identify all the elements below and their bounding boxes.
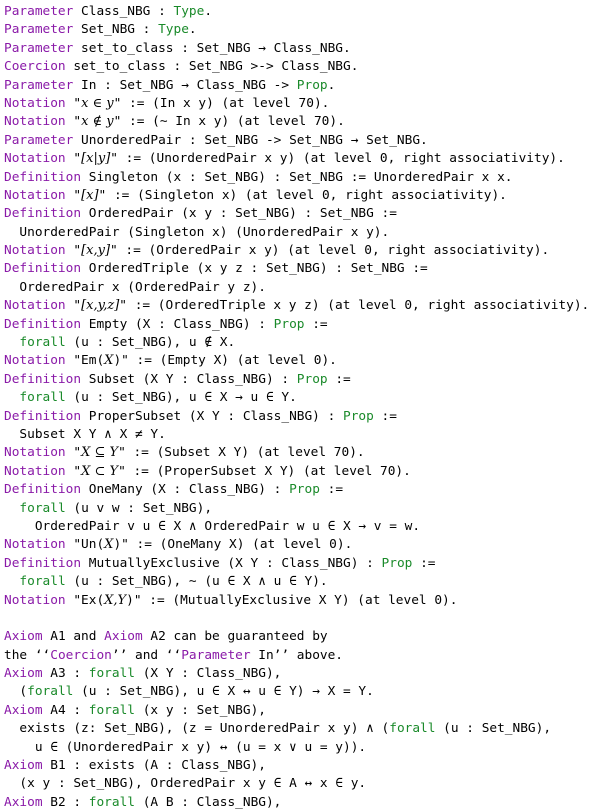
keyword-token: Notation: [4, 95, 66, 111]
keyword-token: Axiom: [4, 666, 43, 682]
code-token: In : Set_NBG → Class_NBG ->: [73, 77, 297, 93]
code-token: ": [65, 95, 82, 111]
code-token: (u : Set_NBG), u ∉ X.: [65, 335, 236, 351]
code-token: UnorderedPair (Singleton x) (UnorderedPair x y).: [4, 224, 390, 240]
code-line: [4, 21, 606, 39]
type-token: Prop: [296, 371, 328, 387]
keyword-token: Notation: [4, 298, 66, 314]
code-line: [4, 169, 606, 187]
keyword-token: Axiom: [4, 629, 43, 645]
math-token: X ⊆ Y: [81, 445, 119, 461]
math-token: X,Y: [104, 592, 127, 608]
code-token: " := (∼ In x y) (at level 70).: [113, 114, 345, 130]
code-token: Singleton (x : Set_NBG) : Set_NBG := UnorderedPair x x.: [81, 169, 513, 185]
code-line: [4, 187, 606, 205]
code-token: .: [204, 4, 213, 19]
code-token: set_to_class : Set_NBG >-> Class_NBG.: [65, 59, 359, 75]
type-token: Type: [158, 22, 189, 38]
code-token: .: [327, 77, 336, 93]
code-token: " := (Singleton x) (at level 0, right associativity).: [98, 187, 507, 203]
code-token: (u : Set_NBG), u ∈ X → u ∈ Y.: [65, 390, 297, 406]
code-token: :=: [319, 482, 344, 498]
code-token: MutuallyExclusive (X Y : Class_NBG) :: [81, 555, 382, 571]
keyword-token: Notation: [4, 445, 66, 461]
code-token: " := (UnorderedPair x y) (at level 0, right associativity).: [110, 151, 565, 167]
type-token: forall: [88, 794, 135, 810]
code-line: [4, 132, 606, 150]
keyword-token: Parameter: [181, 647, 251, 663]
keyword-token: Definition: [4, 316, 82, 332]
code-token: ": [65, 151, 82, 167]
code-token: A1 and: [42, 629, 105, 645]
code-token: ProperSubset (X Y : Class_NBG) :: [81, 408, 343, 424]
code-token: Subset (X Y : Class_NBG) :: [81, 371, 297, 387]
code-line: [4, 592, 606, 610]
code-line: [4, 58, 606, 76]
code-token: ": [65, 298, 82, 314]
keyword-token: Axiom: [4, 758, 43, 774]
math-token: X ⊂ Y: [81, 463, 119, 479]
code-token: .: [188, 22, 197, 38]
code-token: (x y : Set_NBG),: [135, 702, 266, 718]
code-token: Set_NBG :: [73, 22, 159, 38]
code-line: [4, 500, 606, 518]
code-line: [4, 371, 606, 389]
code-token: (: [4, 776, 28, 792]
code-line: [4, 3, 606, 21]
code-token: (: [4, 684, 28, 700]
code-token: ": [65, 114, 82, 130]
code-token: "Em(: [65, 353, 105, 369]
code-token: OrderedPair (x y : Set_NBG) : Set_NBG :=: [81, 206, 397, 222]
keyword-token: Definition: [4, 555, 82, 571]
code-line: [4, 683, 606, 701]
code-line: [4, 775, 606, 793]
code-token: "Un(: [65, 537, 105, 553]
code-token: ": [65, 187, 82, 203]
code-token: (u : Set_NBG), u ∈ X ↔ u ∈ Y) → X = Y.: [73, 684, 374, 700]
keyword-token: Definition: [4, 261, 82, 277]
code-token: A2 can be guaranteed by: [142, 629, 328, 645]
code-token: (u v w : Set_NBG),: [65, 500, 213, 516]
code-token: Class_NBG :: [73, 4, 174, 19]
code-line: [4, 573, 606, 591]
keyword-token: Parameter: [4, 4, 74, 19]
code-line: [4, 463, 606, 481]
keyword-token: Notation: [4, 463, 66, 479]
code-token: u ∈ (UnorderedPair x y) ↔ (u = x ∨ u = y)).: [4, 739, 367, 755]
code-line: [4, 426, 606, 444]
code-line: [4, 555, 606, 573]
type-token: forall: [19, 500, 66, 516]
code-line: [4, 205, 606, 223]
code-token: :=: [373, 408, 397, 424]
keyword-token: Axiom: [4, 794, 43, 810]
code-token: A3 :: [42, 666, 89, 682]
code-token: (A B : Class_NBG),: [135, 794, 282, 810]
code-line: [4, 242, 606, 260]
code-token: [4, 390, 19, 405]
code-token: B2 :: [42, 794, 89, 810]
keyword-token: Notation: [4, 592, 66, 608]
keyword-token: Axiom: [4, 702, 43, 718]
code-line: [4, 720, 606, 738]
math-token: [x]: [81, 187, 99, 203]
code-line: [4, 610, 606, 628]
code-token: :=: [304, 316, 328, 332]
math-token: [x,y,z]: [81, 298, 120, 314]
code-token: " := (ProperSubset X Y) (at level 70).: [118, 463, 411, 479]
code-line: [4, 536, 606, 554]
code-line: [4, 757, 606, 775]
code-line: [4, 352, 606, 370]
type-token: forall: [27, 684, 74, 700]
code-token: ’’ and ‘‘: [111, 647, 182, 663]
code-token: OrderedTriple (x y z : Set_NBG) : Set_NBG :=: [81, 261, 428, 277]
code-token: B1 : exists (A : Class_NBG),: [42, 758, 266, 774]
math-token: X: [104, 353, 114, 369]
keyword-token: Definition: [4, 371, 82, 387]
code-line: [4, 702, 606, 720]
code-line: [4, 665, 606, 683]
code-line: [4, 297, 606, 315]
code-token: ": [65, 463, 82, 479]
code-line: [4, 628, 606, 646]
code-line: [4, 316, 606, 334]
keyword-token: Notation: [4, 353, 66, 369]
code-token: Empty (X : Class_NBG) :: [81, 316, 274, 332]
code-token: (u : Set_NBG),: [435, 721, 552, 737]
type-token: Prop: [296, 77, 328, 93]
type-token: Type: [173, 4, 205, 19]
keyword-token: Parameter: [4, 22, 74, 38]
keyword-token: Notation: [4, 537, 66, 553]
code-line: [4, 444, 606, 462]
code-token: set_to_class : Set_NBG → Class_NBG.: [73, 40, 351, 56]
keyword-token: Definition: [4, 408, 82, 424]
type-token: forall: [88, 666, 135, 682]
code-line: [4, 95, 606, 113]
type-token: forall: [88, 702, 135, 718]
keyword-token: Notation: [4, 243, 66, 259]
code-token: [4, 574, 19, 589]
code-token: :=: [327, 371, 351, 387]
code-token: ": [65, 243, 82, 259]
code-token: OrderedPair v u ∈ X ∧ OrderedPair w u ∈ X → v = w.: [4, 518, 421, 534]
code-line: [4, 150, 606, 168]
type-token: forall: [19, 390, 66, 406]
keyword-token: Notation: [4, 151, 66, 167]
code-token: " := (OrderedTriple x y z) (at level 0, right associativity).: [119, 298, 590, 314]
code-token: (X Y : Class_NBG),: [135, 666, 282, 682]
code-token: ": [65, 445, 82, 461]
code-token: OrderedPair x (OrderedPair y z).: [4, 279, 266, 295]
code-token: " := (OrderedPair x y) (at level 0, right associativity).: [110, 243, 550, 259]
keyword-token: Notation: [4, 187, 66, 203]
type-token: forall: [19, 574, 66, 590]
code-token: A4 :: [42, 702, 89, 718]
code-token: )" := (Empty X) (at level 0).: [113, 353, 337, 369]
keyword-token: Parameter: [4, 40, 74, 56]
code-line: [4, 279, 606, 297]
code-line: [4, 647, 606, 665]
keyword-token: Coercion: [50, 647, 112, 663]
code-token: the ‘‘: [4, 647, 51, 663]
code-token: Subset X Y ∧ X ≠ Y.: [4, 426, 166, 442]
code-token: UnorderedPair : Set_NBG -> Set_NBG → Set_NBG.: [73, 132, 428, 148]
keyword-token: Definition: [4, 169, 82, 185]
keyword-token: Coercion: [4, 59, 66, 75]
code-line: [4, 481, 606, 499]
code-token: )" := (OneMany X) (at level 0).: [113, 537, 353, 553]
type-token: Prop: [289, 482, 320, 498]
keyword-token: Parameter: [4, 132, 74, 148]
code-line: [4, 224, 606, 242]
code-token: " := (In x y) (at level 70).: [113, 95, 330, 111]
code-token: "Ex(: [65, 592, 105, 608]
math-token: X: [104, 537, 114, 553]
type-token: Prop: [381, 555, 413, 571]
keyword-token: Notation: [4, 114, 66, 130]
code-line: [4, 408, 606, 426]
keyword-token: Parameter: [4, 77, 74, 93]
math-token: [x,y]: [81, 243, 111, 259]
code-token: [4, 501, 19, 516]
code-token: OneMany (X : Class_NBG) :: [81, 482, 290, 498]
type-token: forall: [19, 335, 66, 351]
math-token: x ∈ y: [81, 95, 114, 111]
code-token: )" := (MutuallyExclusive X Y) (at level 0).: [126, 592, 458, 608]
code-token: exists (z: Set_NBG), (z = UnorderedPair x y) ∧ (: [4, 721, 390, 737]
keyword-token: Axiom: [104, 629, 143, 645]
code-token: " := (Subset X Y) (at level 70).: [118, 445, 365, 461]
code-line: [4, 40, 606, 58]
math-token: x ∉ y: [81, 114, 114, 130]
code-token: [4, 335, 19, 350]
keyword-token: Definition: [4, 482, 82, 498]
code-line: [4, 334, 606, 352]
code-line: [4, 260, 606, 278]
math-token: [x|y]: [81, 151, 111, 167]
code-line: [4, 77, 606, 95]
code-token: (u : Set_NBG), ∼ (u ∈ X ∧ u ∈ Y).: [65, 574, 328, 590]
code-line: [4, 518, 606, 536]
code-line: [4, 113, 606, 131]
code-line: [4, 794, 606, 812]
code-token: In’’ above.: [250, 647, 344, 663]
type-token: forall: [389, 721, 436, 737]
keyword-token: Definition: [4, 206, 82, 222]
type-token: Prop: [343, 408, 374, 424]
code-token: :=: [412, 555, 436, 571]
code-token: x y : Set_NBG), OrderedPair x y ∈ A ↔ x ∈ y.: [27, 776, 367, 792]
code-line: [4, 739, 606, 757]
code-line: [4, 389, 606, 407]
type-token: Prop: [273, 316, 305, 332]
